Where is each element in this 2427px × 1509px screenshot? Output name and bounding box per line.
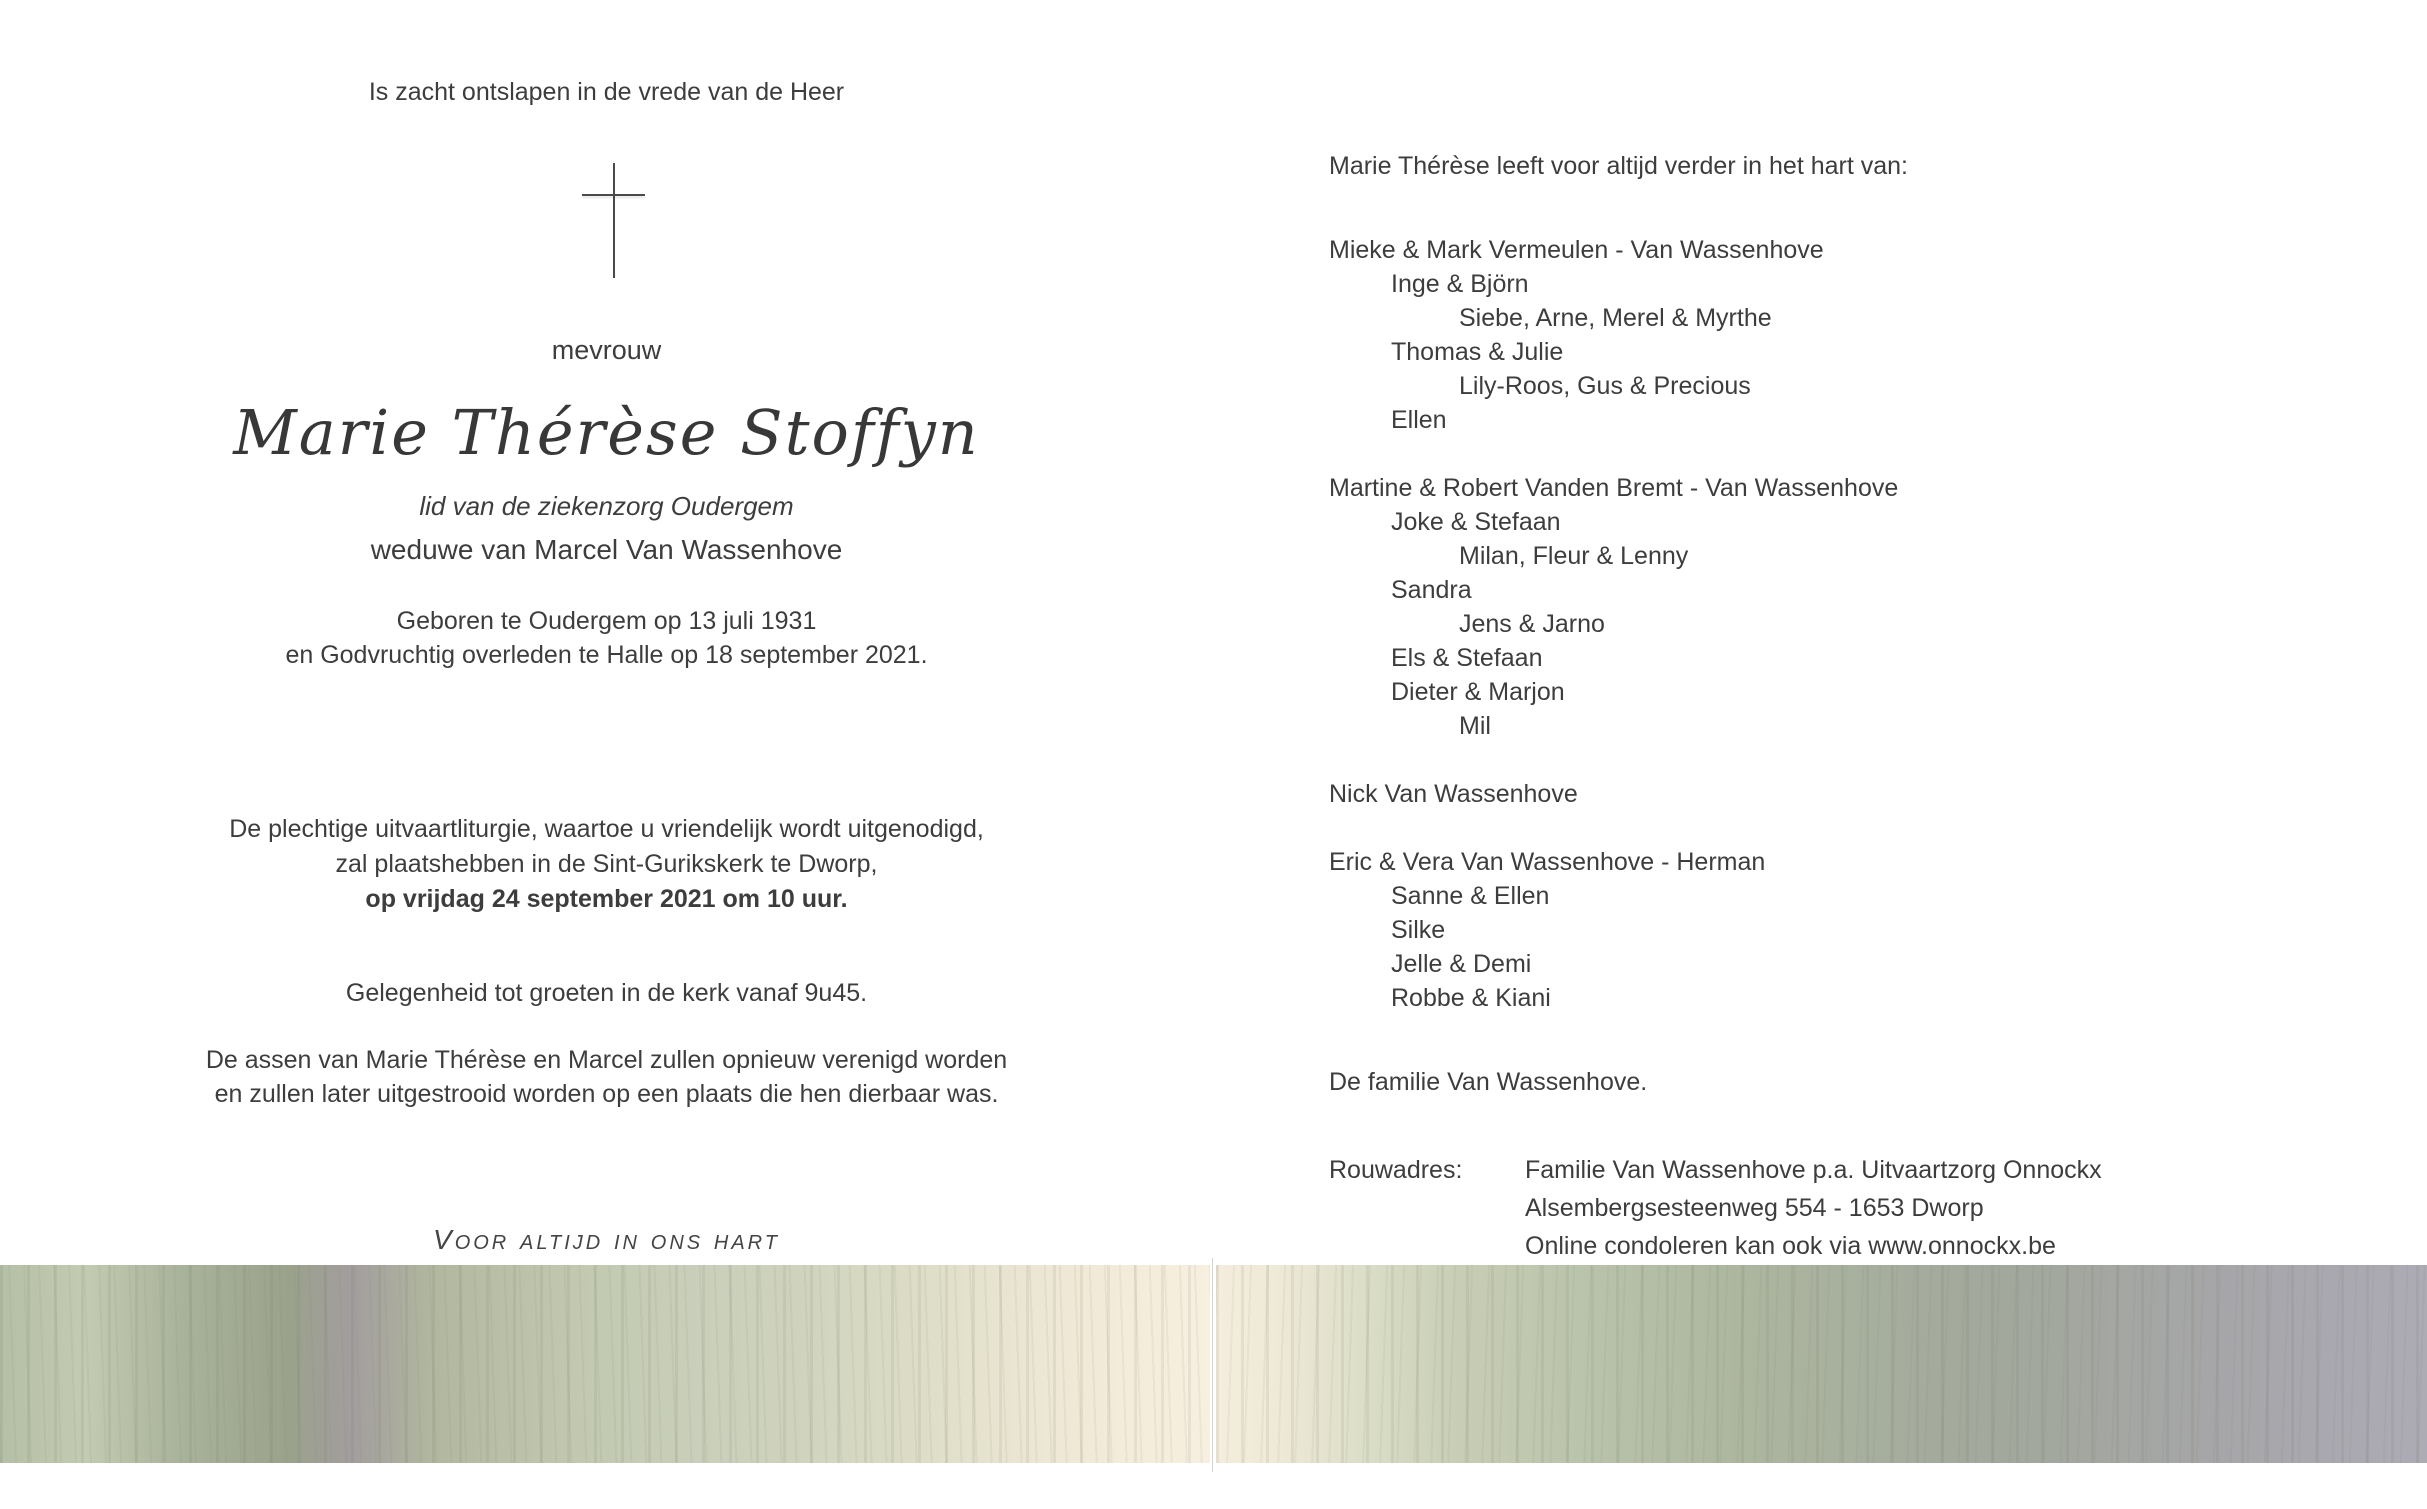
death-line: en Godvruchtig overleden te Halle op 18 september 2021. bbox=[285, 641, 928, 669]
family-line: Jelle & Demi bbox=[1391, 950, 1532, 978]
salutation: mevrouw bbox=[551, 335, 662, 365]
family-line: Mieke & Mark Vermeulen - Van Wassenhove bbox=[1329, 236, 1824, 264]
mourning-address-line: Familie Van Wassenhove p.a. Uitvaartzorg Onnockx bbox=[1525, 1156, 2102, 1184]
family-line: Els & Stefaan bbox=[1391, 644, 1543, 672]
family-intro-line: Marie Thérèse leeft voor altijd verder in het hart van: bbox=[1329, 152, 1908, 180]
widow-line: weduwe van Marcel Van Wassenhove bbox=[370, 534, 843, 565]
mourning-address-label: Rouwadres: bbox=[1329, 1156, 1463, 1184]
birth-death-block bbox=[0, 604, 1213, 672]
family-line: Martine & Robert Vanden Bremt - Van Wassenhove bbox=[1329, 474, 1899, 502]
ashes-line: De assen van Marie Thérèse en Marcel zullen opnieuw verenigd worden bbox=[205, 1046, 1008, 1074]
greeting-line: Gelegenheid tot groeten in de kerk vanaf 9u45. bbox=[345, 979, 868, 1007]
opening-phrase: Is zacht ontslapen in de vrede van de Heer bbox=[368, 78, 845, 106]
mourning-address-line: Alsembergsesteenweg 554 - 1653 Dworp bbox=[1525, 1194, 1984, 1222]
ashes-block bbox=[0, 1043, 1213, 1111]
family-line: Joke & Stefaan bbox=[1391, 508, 1561, 536]
funeral-service-block bbox=[0, 812, 1213, 917]
spacer bbox=[1329, 743, 1898, 777]
forest-path-photo-right bbox=[1216, 1265, 2427, 1463]
mourning-address-line: Online condoleren kan ook via www.onnockx.be bbox=[1525, 1232, 2056, 1260]
family-line: Lily-Roos, Gus & Precious bbox=[1459, 372, 1751, 400]
membership-line: lid van de ziekenzorg Oudergem bbox=[419, 491, 794, 521]
family-closing-line: De familie Van Wassenhove. bbox=[1329, 1068, 1648, 1096]
family-line: Silke bbox=[1391, 916, 1446, 944]
spacer bbox=[1329, 811, 1898, 845]
deceased-name: Marie Thérèse Stoffyn bbox=[233, 396, 980, 469]
family-line: Nick Van Wassenhove bbox=[1329, 780, 1578, 808]
family-line: Sandra bbox=[1391, 576, 1472, 604]
family-line: Thomas & Julie bbox=[1391, 338, 1564, 366]
family-line: Inge & Björn bbox=[1391, 270, 1529, 298]
family-line: Dieter & Marjon bbox=[1391, 678, 1565, 706]
spacer bbox=[1329, 437, 1898, 471]
family-line: Robbe & Kiani bbox=[1391, 984, 1551, 1012]
mourning-address-block bbox=[1329, 1151, 2102, 1265]
mourning-address-lines bbox=[1525, 1151, 2102, 1265]
service-church-line: zal plaatshebben in de Sint-Gurikskerk te Dworp, bbox=[335, 850, 878, 878]
page-fold-seam bbox=[1212, 1258, 1213, 1472]
family-line: Mil bbox=[1459, 712, 1491, 740]
service-invitation-line: De plechtige uitvaartliturgie, waartoe u vriendelijk wordt uitgenodigd, bbox=[229, 815, 984, 843]
cross-icon-bar bbox=[582, 194, 645, 196]
family-line: Ellen bbox=[1391, 406, 1447, 434]
motto-line: Voor altijd in ons hart bbox=[433, 1224, 780, 1255]
spacer bbox=[1329, 1015, 1898, 1065]
family-line: Siebe, Arne, Merel & Myrthe bbox=[1459, 304, 1772, 332]
birth-line: Geboren te Oudergem op 13 juli 1931 bbox=[396, 607, 817, 635]
family-line: Eric & Vera Van Wassenhove - Herman bbox=[1329, 848, 1766, 876]
family-line: Sanne & Ellen bbox=[1391, 882, 1550, 910]
family-line: Jens & Jarno bbox=[1459, 610, 1605, 638]
ashes-line: en zullen later uitgestrooid worden op een plaats die hen dierbaar was. bbox=[214, 1080, 999, 1108]
family-list bbox=[1329, 233, 1898, 1099]
cross-icon bbox=[613, 163, 615, 278]
service-datetime-line: op vrijdag 24 september 2021 om 10 uur. bbox=[365, 885, 848, 913]
family-line: Milan, Fleur & Lenny bbox=[1459, 542, 1689, 570]
forest-path-photo-left bbox=[0, 1265, 1210, 1463]
